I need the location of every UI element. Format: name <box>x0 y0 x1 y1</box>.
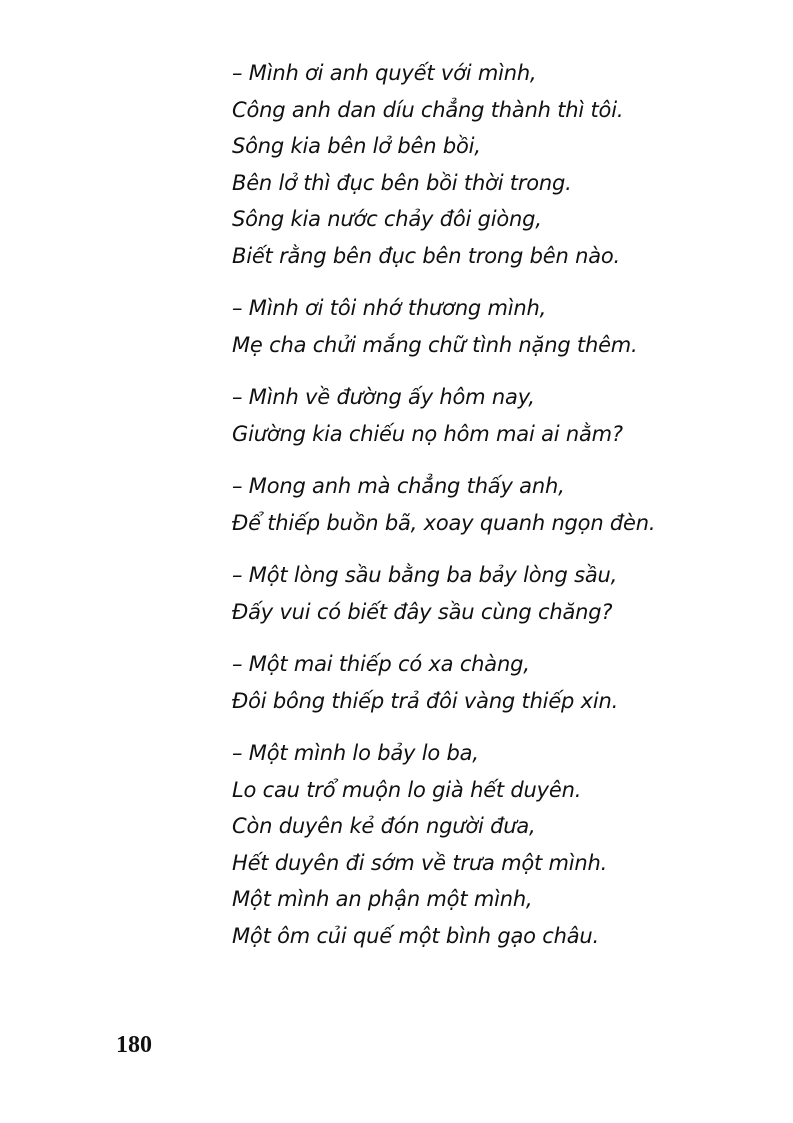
poem-line: – Mình ơi anh quyết với mình, <box>232 61 537 85</box>
stanza-5 <box>232 557 752 630</box>
poem-line: Một mình an phận một mình, <box>232 887 533 911</box>
poem-line: – Một mình lo bảy lo ba, <box>232 741 479 765</box>
poem-line: Sông kia bên lở bên bồi, <box>232 134 481 158</box>
poem-line: – Mình ơi tôi nhớ thương mình, <box>232 296 547 320</box>
poem-line: Hết duyên đi sớm về trưa một mình. <box>232 850 608 875</box>
poem-line: Đấy vui có biết đây sầu cùng chăng? <box>232 599 613 624</box>
stanza-3 <box>232 379 752 452</box>
poem-line: Bên lở thì đục bên bồi thời trong. <box>232 170 572 195</box>
poem-line: Còn duyên kẻ đón người đưa, <box>232 814 536 838</box>
poem-line: Lo cau trổ muộn lo già hết duyên. <box>232 777 582 802</box>
poem-line: Mẹ cha chửi mắng chữ tình nặng thêm. <box>232 332 638 357</box>
poem-line: Giường kia chiếu nọ hôm mai ai nằm? <box>232 421 623 446</box>
stanza-1 <box>232 55 752 274</box>
poem-line: – Mình về đường ấy hôm nay, <box>232 385 535 409</box>
poem-line: Để thiếp buồn bã, xoay quanh ngọn đèn. <box>232 510 656 535</box>
poem-line: – Mong anh mà chẳng thấy anh, <box>232 474 565 498</box>
poem-line: Đôi bông thiếp trả đôi vàng thiếp xin. <box>232 688 619 713</box>
poem-line: Công anh dan díu chẳng thành thì tôi. <box>232 97 624 122</box>
poem-line: Biết rằng bên đục bên trong bên nào. <box>232 243 620 268</box>
stanza-2 <box>232 290 752 363</box>
stanza-4 <box>232 468 752 541</box>
stanza-6 <box>232 646 752 719</box>
poem-line: Sông kia nước chảy đôi giòng, <box>232 207 542 231</box>
stanza-7 <box>232 735 752 954</box>
poem-text <box>232 55 752 970</box>
poem-line: Một ôm củi quế một bình gạo châu. <box>232 923 599 948</box>
poem-line: – Một mai thiếp có xa chàng, <box>232 652 530 676</box>
page-number: 180 <box>116 1032 152 1058</box>
poem-line: – Một lòng sầu bằng ba bảy lòng sầu, <box>232 563 618 587</box>
